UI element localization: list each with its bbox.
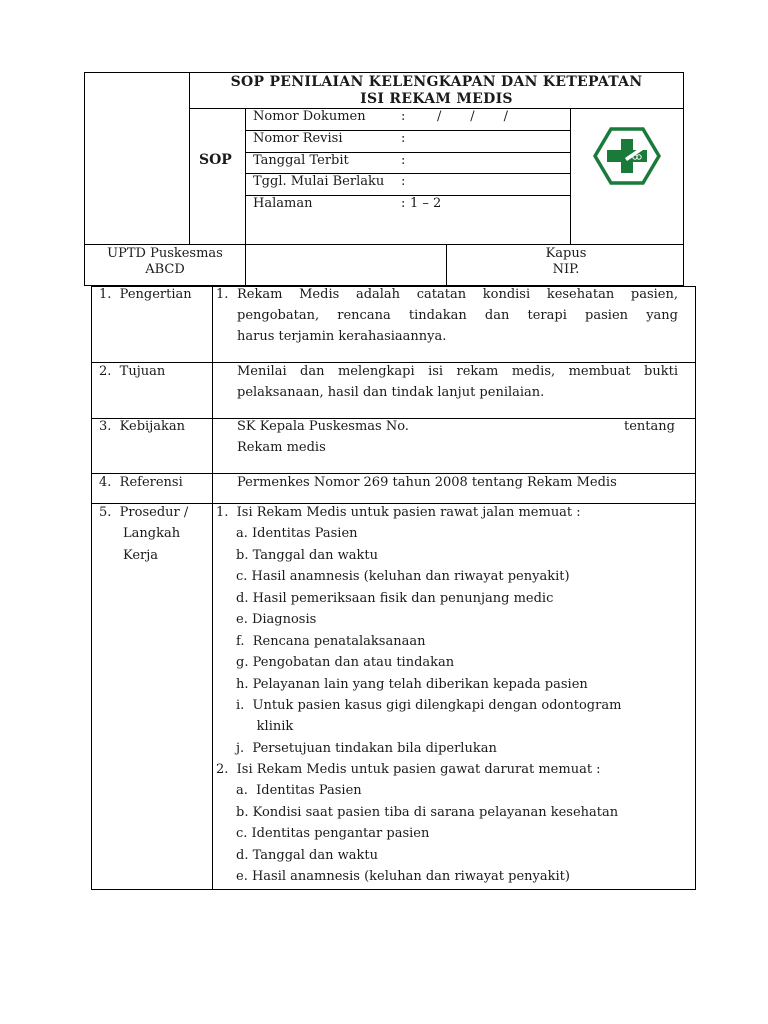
head-signature	[486, 246, 646, 278]
list-item: klinik	[236, 719, 294, 734]
field-label-mulai-berlaku: Tggl. Mulai Berlaku	[253, 174, 385, 189]
field-value-halaman: 1 – 2	[410, 196, 442, 211]
list-item: d. Hasil pemeriksaan fisik dan penunjang medic	[236, 591, 554, 606]
pengertian-line-1: Rekam Medis adalah catatan kondisi kesehatan pasien,	[237, 287, 678, 302]
list-item: b. Tanggal dan waktu	[236, 548, 378, 563]
label-pengertian: 1. Pengertian	[99, 287, 192, 302]
field-sep: :	[401, 174, 406, 189]
field-sep: :	[401, 109, 406, 124]
referensi-text: Permenkes Nomor 269 tahun 2008 tentang Rekam Medis	[237, 475, 617, 490]
document-title	[190, 74, 683, 108]
field-label-halaman: Halaman	[253, 196, 313, 211]
list-item: d. Tanggal dan waktu	[236, 848, 378, 863]
label-prosedur-line-1: 5. Prosedur /	[99, 505, 189, 520]
label-prosedur-line-3: Kerja	[123, 548, 159, 563]
sop-label: SOP	[199, 152, 232, 168]
puskesmas-logo-icon	[593, 127, 661, 185]
field-label-nomor-dokumen: Nomor Dokumen	[253, 109, 366, 124]
label-tujuan: 2. Tujuan	[99, 364, 166, 379]
head-title: Kapus	[545, 246, 587, 261]
list-item: a. Identitas Pasien	[236, 783, 362, 798]
list-item: f. Rencana penatalaksanaan	[236, 634, 426, 649]
kebijakan-line-1-left: SK Kepala Puskesmas No.	[237, 419, 409, 434]
label-kebijakan: 3. Kebijakan	[99, 419, 185, 434]
list-item: a. Identitas Pasien	[236, 526, 358, 541]
org-line-2: ABCD	[145, 262, 185, 277]
label-prosedur-line-2: Langkah	[123, 526, 181, 541]
list-item: g. Pengobatan dan atau tindakan	[236, 655, 455, 670]
pengertian-line-2: pengobatan, rencana tindakan dan terapi pasien yang	[237, 308, 678, 323]
list-item: c. Hasil anamnesis (keluhan dan riwayat penyakit)	[236, 569, 570, 584]
field-sep: :	[401, 153, 406, 168]
list-item: i. Untuk pasien kasus gigi dilengkapi dengan odontogram	[236, 698, 622, 713]
label-referensi: 4. Referensi	[99, 475, 183, 490]
head-nip: NIP.	[552, 262, 580, 277]
list-item: h. Pelayanan lain yang telah diberikan kepada pasien	[236, 677, 588, 692]
organization-name	[85, 246, 245, 278]
pengertian-number: 1.	[216, 287, 229, 302]
prosedur-part-2-title: 2. Isi Rekam Medis untuk pasien gawat darurat memuat :	[216, 762, 601, 777]
list-item: e. Hasil anamnesis (keluhan dan riwayat penyakit)	[236, 869, 570, 884]
tujuan-line-1: Menilai dan melengkapi isi rekam medis, membuat bukti	[237, 364, 678, 379]
list-item: b. Kondisi saat pasien tiba di sarana pelayanan kesehatan	[236, 805, 619, 820]
title-line-2: ISI REKAM MEDIS	[360, 91, 513, 107]
field-label-nomor-revisi: Nomor Revisi	[253, 131, 343, 146]
tujuan-line-2: pelaksanaan, hasil dan tindak lanjut penilaian.	[237, 385, 545, 400]
field-sep: :	[401, 196, 406, 211]
kebijakan-line-1-right: tentang	[624, 419, 675, 434]
field-value-nomor-dokumen: / / /	[437, 109, 508, 124]
title-line-1: SOP PENILAIAN KELENGKAPAN DAN KETEPATAN	[230, 74, 643, 90]
list-item: c. Identitas pengantar pasien	[236, 826, 430, 841]
kebijakan-line-2: Rekam medis	[237, 440, 326, 455]
list-item: e. Diagnosis	[236, 612, 317, 627]
field-sep: :	[401, 131, 406, 146]
field-label-tanggal-terbit: Tanggal Terbit	[253, 153, 349, 168]
pengertian-line-3: harus terjamin kerahasiaannya.	[237, 329, 447, 344]
org-line-1: UPTD Puskesmas	[107, 246, 223, 261]
list-item: j. Persetujuan tindakan bila diperlukan	[236, 741, 497, 756]
prosedur-part-1-title: 1. Isi Rekam Medis untuk pasien rawat jalan memuat :	[216, 505, 581, 520]
